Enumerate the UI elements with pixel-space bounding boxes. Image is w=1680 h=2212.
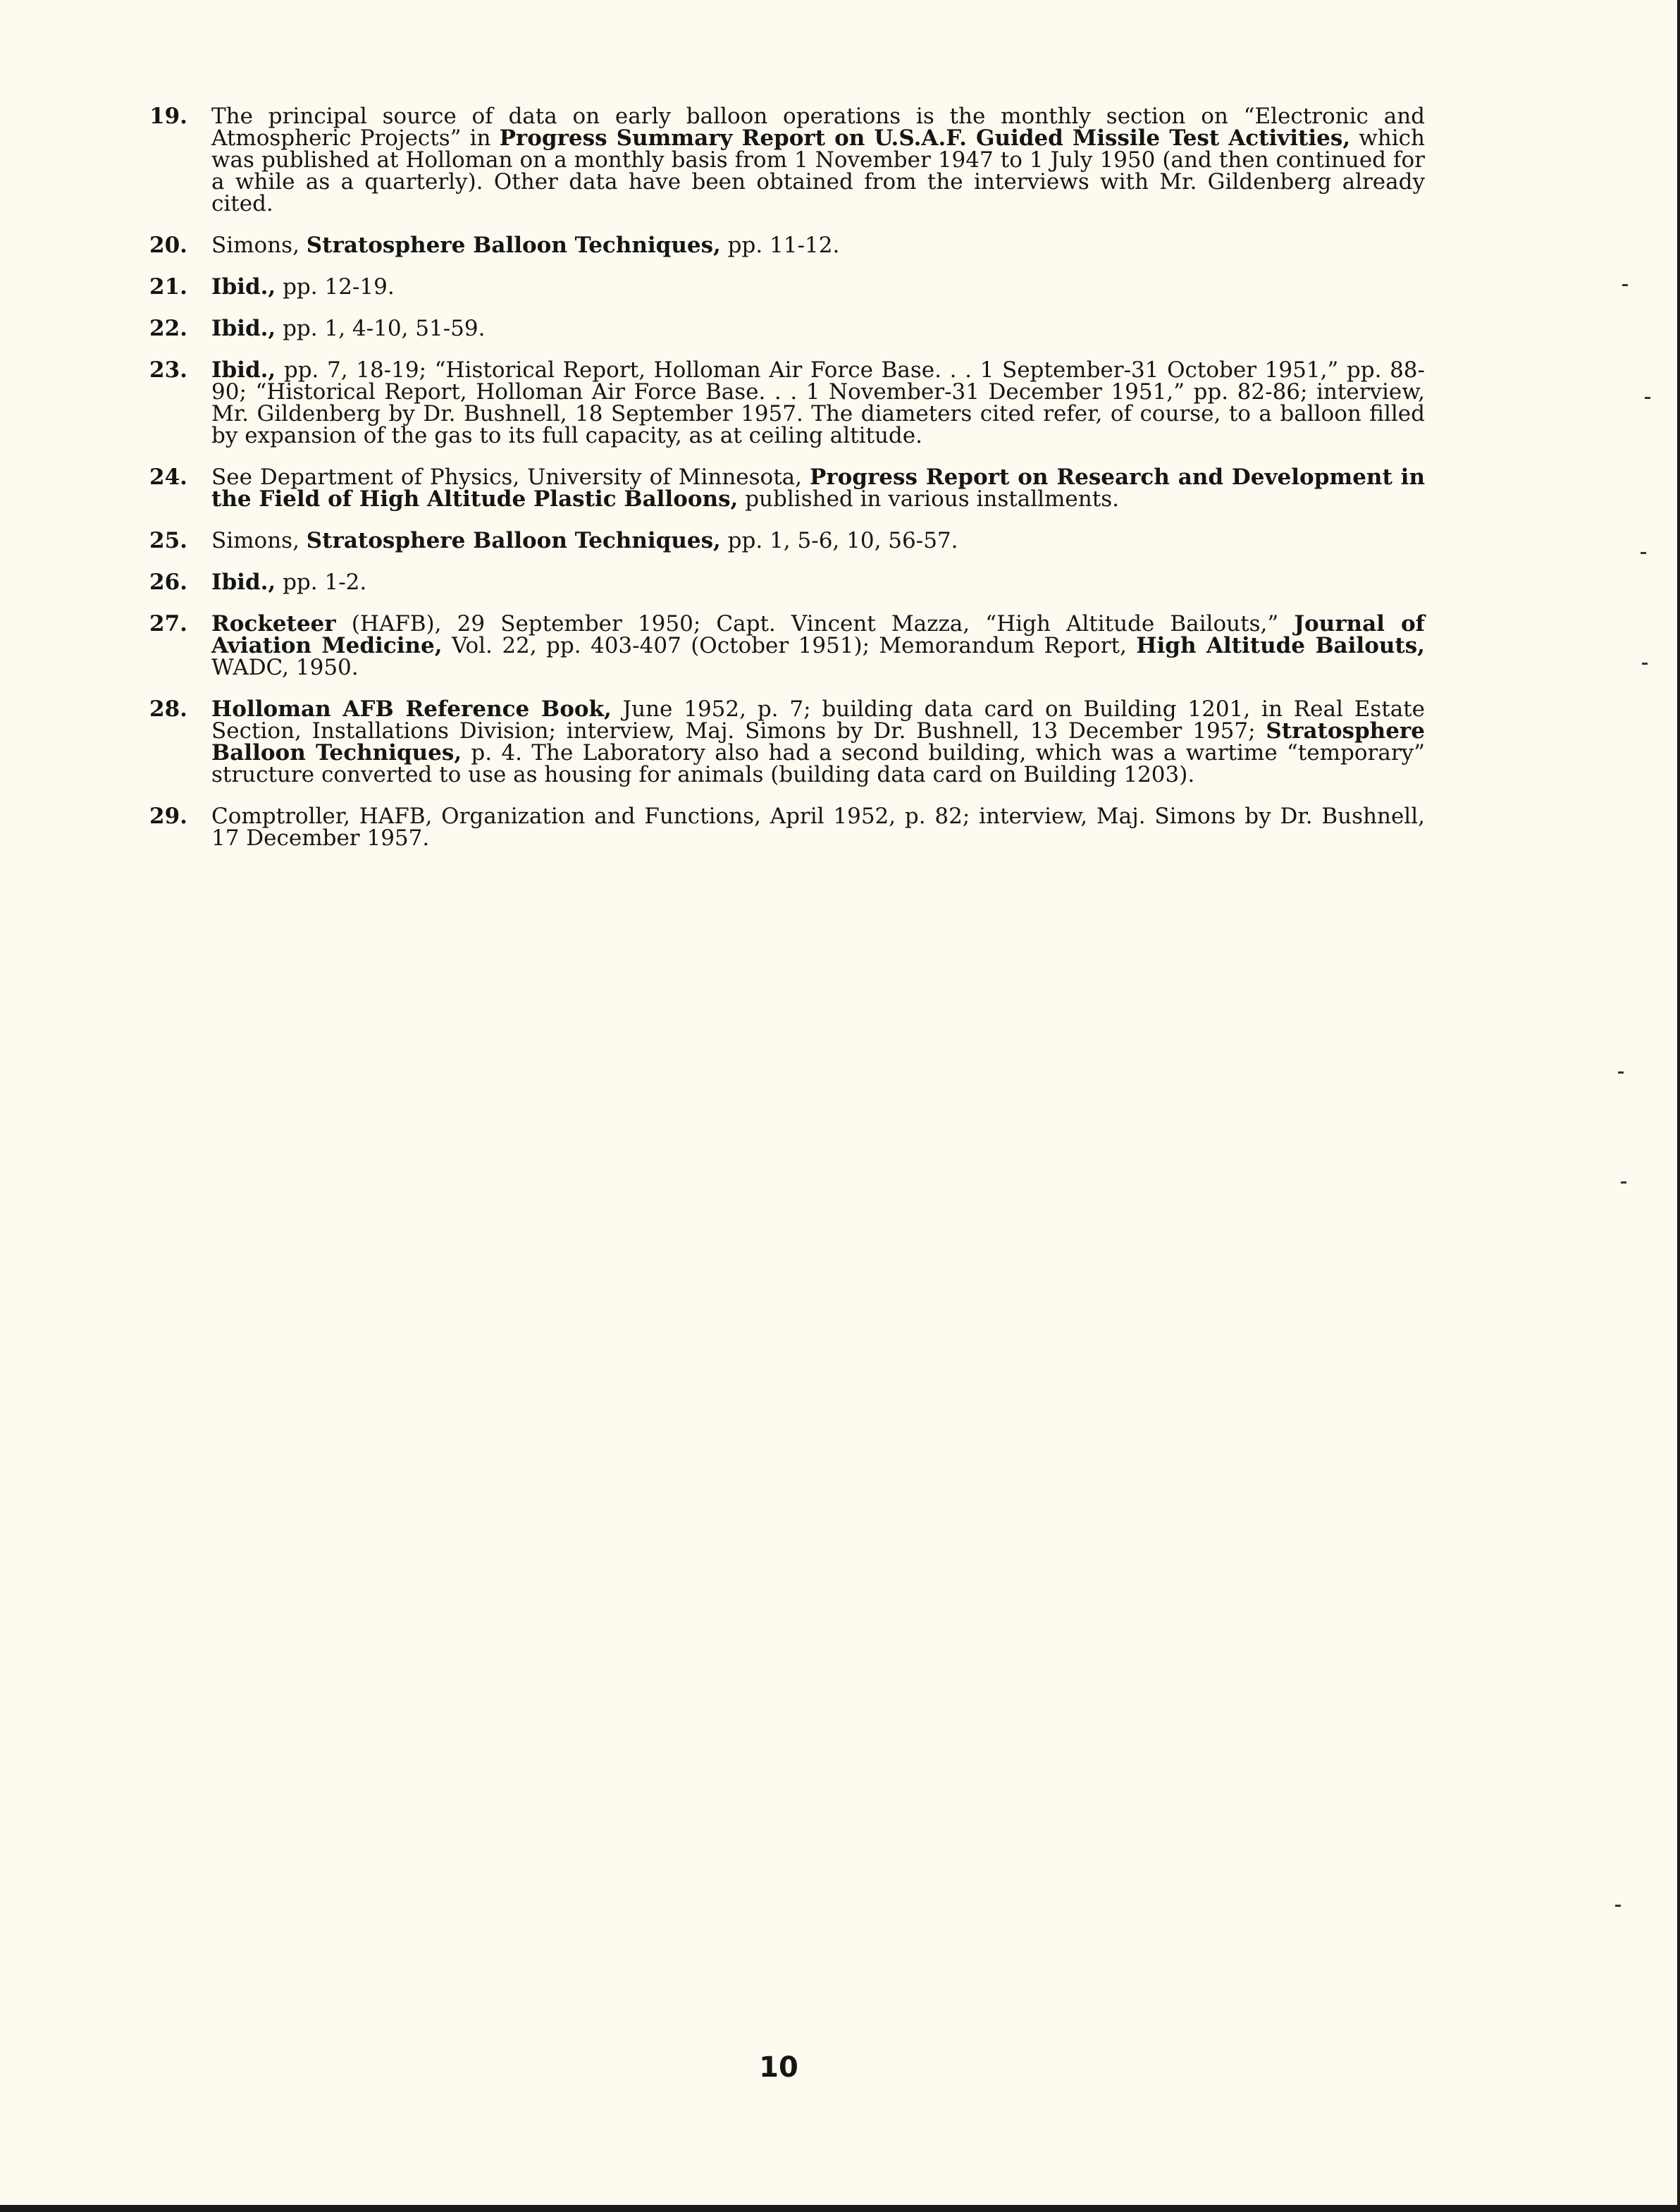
citation-text: The principal source of data on early balloon operations is the monthly section on “Electronic and Atmospheric Projects” in [211,104,1425,151]
citation-text: See Department of Physics, University of Minnesota, [211,465,810,490]
footnote-text [211,316,485,341]
footnote [149,696,1425,787]
footnote [149,276,1425,298]
page-edge-right [1677,0,1680,2212]
footnote [149,530,1425,552]
footnote-number: 24. [149,465,187,490]
footnote-text [211,804,1425,851]
citation-title: Rocketeer [211,611,336,637]
citation-text: pp. 11-12. [720,233,840,258]
citation-text: pp. 7, 18-19; “Historical Report, Holloman Air Force Base. . . 1 September-31 October 1951,” pp. 88-90; “Historical Report, Holloman Air Force Base. . . 1 November-31 December 1951,” pp. 82-86; interview, Mr. Gildenberg by Dr. Bushnell, 18 September 1957. The diameters cited refer, of course, to a balloon filled by expansion of the gas to its full capacity, as at ceiling altitude. [211,357,1425,448]
margin-mark [1618,1071,1624,1074]
footnote-number: 23. [149,357,187,383]
footnote-number: 20. [149,233,187,258]
citation-title: Ibid., [211,357,276,383]
footnote-number: 21. [149,274,187,300]
citation-text: Vol. 22, pp. 403-407 (October 1951); Memorandum Report, [442,633,1137,658]
footnote [149,318,1425,340]
citation-title: Stratosphere Balloon Techniques, [211,718,1425,766]
footnote [149,806,1425,849]
footnote [149,357,1425,448]
footnote-number: 22. [149,316,187,341]
footnote [149,235,1425,257]
footnote-number: 25. [149,528,187,553]
citation-text: pp. 1-2. [276,570,367,595]
citation-text: p. 4. The Laboratory also had a second building, which was a wartime “temporary” structure converted to use as housing for animals (building data card on Building 1203). [211,740,1425,787]
footnote [149,467,1425,510]
citation-title: Journal of Aviation Medicine, [211,611,1426,658]
citation-title: High Altitude Bailouts, [1136,633,1425,658]
footnote-text [211,357,1425,448]
citation-text: WADC, 1950. [211,655,359,680]
footnote-text [211,528,958,553]
citation-text: published in various installments. [738,486,1119,512]
citation-text: pp. 12-19. [276,274,395,300]
footnote-text [211,465,1425,512]
margin-mark [1615,1905,1621,1907]
footnote-text [211,611,1425,680]
page-number: 10 [759,2051,798,2084]
citation-title: Progress Report on Research and Development in the Field of High Altitude Plastic Balloons, [211,465,1425,512]
footnote-number: 26. [149,570,187,595]
footnote [149,572,1425,594]
citation-title: Ibid., [211,570,276,595]
margin-mark [1622,284,1628,286]
citation-title: Ibid., [211,274,276,300]
citation-text: Simons, [211,528,307,553]
footnote [149,613,1425,679]
footnote [149,106,1425,215]
margin-mark [1621,1181,1626,1184]
citation-title: Stratosphere Balloon Techniques, [306,528,721,553]
footnote-number: 27. [149,611,187,637]
citation-title: Holloman AFB Reference Book, [211,696,612,722]
citation-text: pp. 1, 5-6, 10, 56-57. [720,528,958,553]
margin-mark [1641,552,1646,554]
page-edge-bottom [0,2205,1680,2212]
citation-title: Ibid., [211,316,276,341]
footnote-text [211,696,1425,787]
margin-mark [1642,663,1648,665]
citation-title: Progress Summary Report on U.S.A.F. Guided Missile Test Activities, [499,125,1351,151]
footnote-text [211,274,395,300]
citation-text: (HAFB), 29 September 1950; Capt. Vincent Mazza, “High Altitude Bailouts,” [335,611,1295,637]
footnote-text [211,570,366,595]
footnote-number: 28. [149,696,187,722]
footnote-text [211,104,1425,216]
footnote-number: 29. [149,804,187,829]
citation-text: Comptroller, HAFB, Organization and Functions, April 1952, p. 82; interview, Maj. Simons by Dr. Bushnell, 17 December 1957. [211,804,1425,851]
margin-mark [1645,397,1650,399]
footnote-number: 19. [149,104,187,129]
citation-title: Stratosphere Balloon Techniques, [306,233,721,258]
citation-text: Simons, [211,233,307,258]
citation-text: which was published at Holloman on a monthly basis from 1 November 1947 to 1 July 1950 (and then continued for a while as a quarterly). Other data have been obtained from the interviews with Mr. Gildenberg already cited. [211,125,1425,216]
citation-text: pp. 1, 4-10, 51-59. [276,316,486,341]
footnotes-list [149,106,1425,869]
citation-text: June 1952, p. 7; building data card on Building 1201, in Real Estate Section, Installations Division; interview, Maj. Simons by Dr. Bushnell, 13 December 1957; [211,696,1425,744]
footnote-text [211,233,839,258]
